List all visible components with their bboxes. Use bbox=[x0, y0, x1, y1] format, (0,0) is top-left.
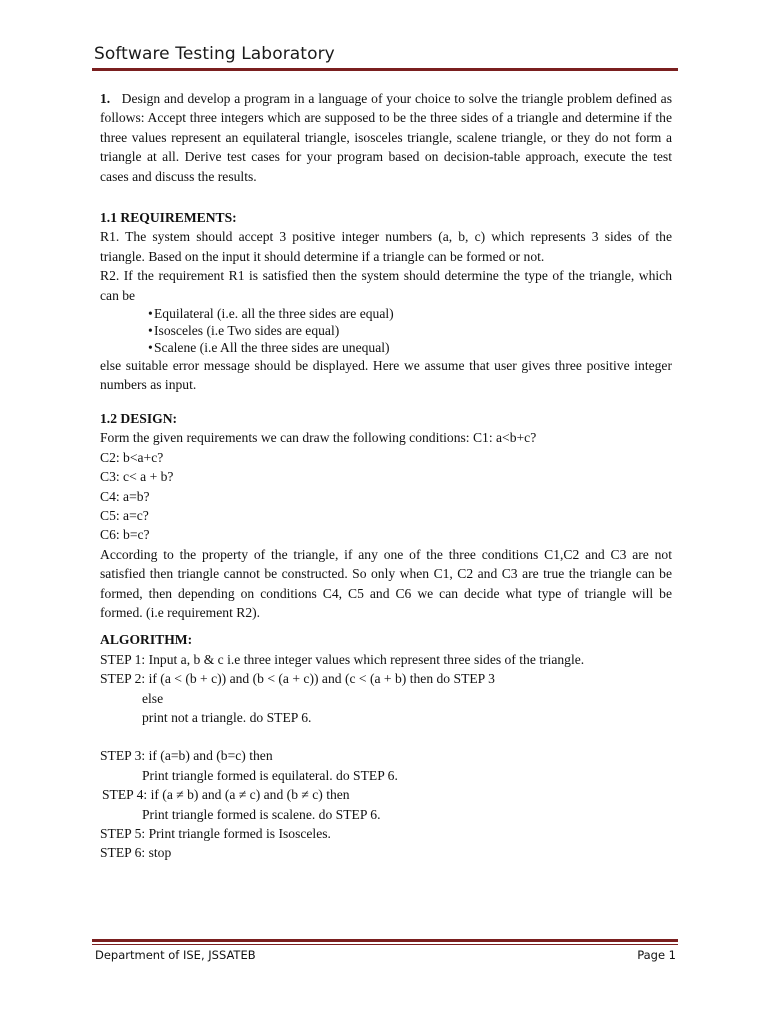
condition-c6: C6: b=c? bbox=[100, 527, 150, 543]
intro-paragraph bbox=[100, 89, 672, 186]
requirements-heading: 1.1 REQUIREMENTS: bbox=[100, 210, 237, 226]
footer-department: Department of ISE, JSSATEB bbox=[95, 948, 256, 962]
condition-c2: C2: b<a+c? bbox=[100, 449, 164, 465]
page-header-title: Software Testing Laboratory bbox=[94, 44, 335, 64]
document-body bbox=[100, 89, 672, 863]
bullet-scalene: •Scalene (i.e All the three sides are unequal) bbox=[148, 340, 390, 356]
algorithm-step4-action: Print triangle formed is scalene. do STEP 6. bbox=[142, 806, 381, 822]
bullet-isosceles: •Isosceles (i.e Two sides are equal) bbox=[148, 323, 340, 339]
header-rule bbox=[92, 68, 678, 71]
algorithm-heading: ALGORITHM: bbox=[100, 632, 193, 648]
algorithm-step1: STEP 1: Input a, b & c i.e three integer values which represent three sides of the triangle. bbox=[100, 651, 585, 667]
requirement-r1: R1. The system should accept 3 positive integer numbers (a, b, c) which represents 3 sides of the triangle. Based on the input it should determine if a triangle can be formed or not. bbox=[100, 229, 672, 264]
bullet-equilateral: •Equilateral (i.e. all the three sides are equal) bbox=[148, 306, 394, 322]
footer-page-number: Page 1 bbox=[637, 948, 676, 962]
design-heading: 1.2 DESIGN: bbox=[100, 410, 178, 426]
condition-c4: C4: a=b? bbox=[100, 488, 150, 504]
problem-statement: Design and develop a program in a language of your choice to solve the triangle problem defined as follows: Accept three integers which are supposed to be the three sides of a triangle and determine if the three values represent an equilateral triangle, isosceles triangle, scalene triangle, or they do not form a triangle at all. Derive test cases for your program based on decision-table approach, execute the test cases and discuss the results. bbox=[100, 91, 672, 184]
condition-c5: C5: a=c? bbox=[100, 507, 149, 523]
requirements-closing: else suitable error message should be displayed. Here we assume that user gives three positive integer numbers as input. bbox=[100, 358, 672, 393]
algorithm-step2-else: else bbox=[142, 690, 164, 706]
problem-number: 1. bbox=[100, 91, 111, 106]
algorithm-step3: STEP 3: if (a=b) and (b=c) then bbox=[100, 748, 273, 764]
algorithm-step2-else-action: print not a triangle. do STEP 6. bbox=[142, 709, 312, 725]
algorithm-step4: STEP 4: if (a ≠ b) and (a ≠ c) and (b ≠ c) then bbox=[102, 787, 350, 803]
algorithm-step3-action: Print triangle formed is equilateral. do STEP 6. bbox=[142, 767, 398, 783]
condition-c3: C3: c< a + b? bbox=[100, 469, 174, 485]
requirement-r2: R2. If the requirement R1 is satisfied then the system should determine the type of the triangle, which can be bbox=[100, 268, 672, 303]
design-intro: Form the given requirements we can draw the following conditions: C1: a<b+c? bbox=[100, 430, 537, 446]
algorithm-step6: STEP 6: stop bbox=[100, 845, 172, 861]
algorithm-step5: STEP 5: Print triangle formed is Isosceles. bbox=[100, 826, 331, 841]
bullet-icon: • bbox=[148, 323, 153, 339]
footer-rule-thin bbox=[92, 944, 678, 945]
footer-rule-thick bbox=[92, 939, 678, 942]
algorithm-step2: STEP 2: if (a < (b + c)) and (b < (a + c)) and (c < (a + b) then do STEP 3 bbox=[100, 671, 495, 687]
bullet-icon: • bbox=[148, 306, 153, 322]
design-paragraph: According to the property of the triangle, if any one of the three conditions C1,C2 and C3 are not satisfied then triangle cannot be constructed. So only when C1, C2 and C3 are true the triangle can be formed, then depending on conditions C4, C5 and C6 we can decide what type of triangle will be formed. (i.e requirement R2). bbox=[100, 546, 672, 620]
bullet-icon: • bbox=[148, 340, 153, 356]
